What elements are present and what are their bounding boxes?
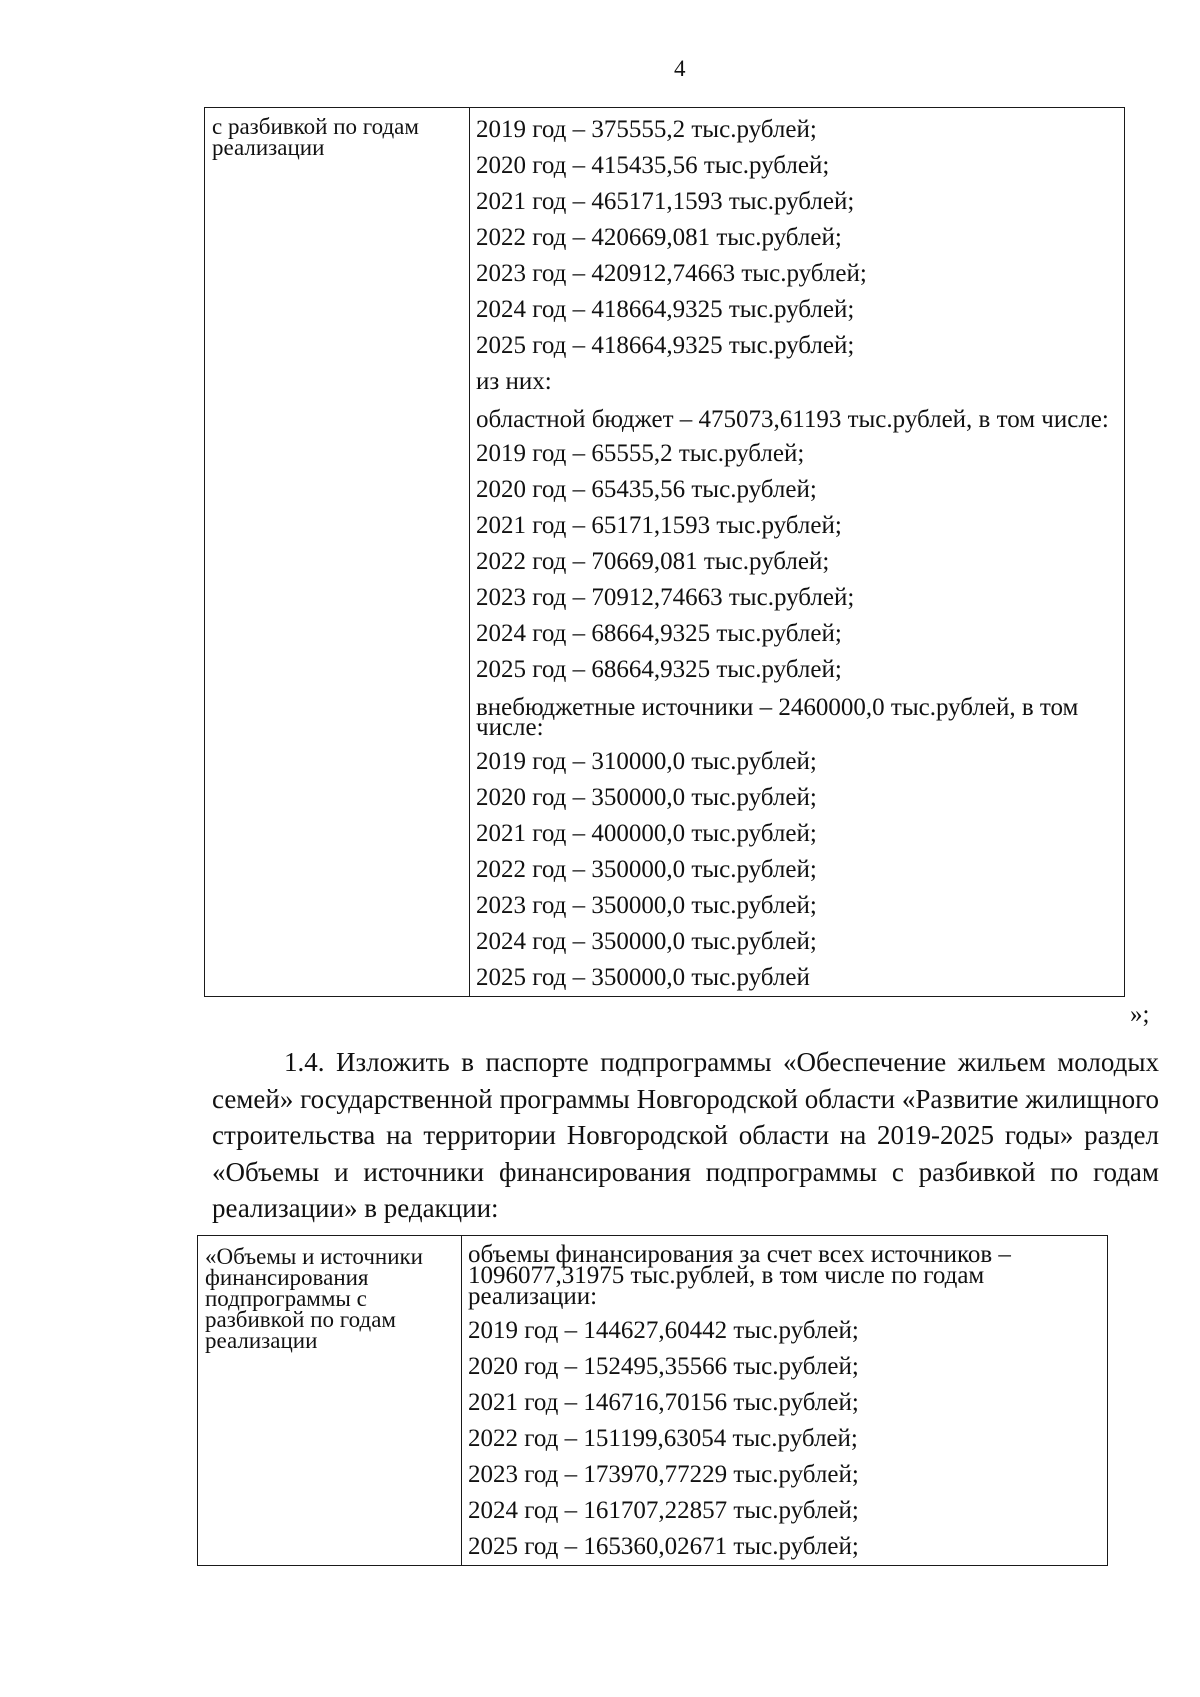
table1-row: 2022 год – 420669,081 тыс.рублей; — [476, 224, 842, 251]
table1-row: из них: — [476, 368, 552, 395]
table1-row: 2019 год – 65555,2 тыс.рублей; — [476, 440, 805, 467]
page-number: 4 — [674, 56, 686, 81]
table1-row: 2024 год – 350000,0 тыс.рублей; — [476, 928, 817, 955]
table1-row: 2024 год – 418664,9325 тыс.рублей; — [476, 296, 855, 323]
closing-quote: »; — [1130, 1001, 1150, 1028]
table1-row: 2024 год – 68664,9325 тыс.рублей; — [476, 620, 842, 647]
table2-row: 2023 год – 173970,77229 тыс.рублей; — [468, 1461, 859, 1488]
financing-table-1 — [204, 107, 1125, 997]
table2-row: 2022 год – 151199,63054 тыс.рублей; — [468, 1425, 858, 1452]
table1-row: 2022 год – 70669,081 тыс.рублей; — [476, 548, 830, 575]
table1-row: 2022 год – 350000,0 тыс.рублей; — [476, 856, 817, 883]
paragraph-number: 1.4. — [284, 1047, 325, 1077]
table2-total: объемы финансирования за счет всех источников – 1096077,31975 тыс.рублей, в том числе по годам реализации: — [468, 1241, 1011, 1310]
table1-row: 2025 год – 418664,9325 тыс.рублей; — [476, 332, 855, 359]
table1-row: 2019 год – 375555,2 тыс.рублей; — [476, 116, 817, 143]
table1-row: 2021 год – 465171,1593 тыс.рублей; — [476, 188, 855, 215]
table1-row: 2023 год – 350000,0 тыс.рублей; — [476, 892, 817, 919]
table1-regional-budget: областной бюджет – 475073,61193 тыс.рублей, в том числе: — [476, 406, 1109, 433]
table1-row: 2020 год – 415435,56 тыс.рублей; — [476, 152, 830, 179]
paragraph-1-4 — [212, 1044, 1159, 1227]
table2-row: 2021 год – 146716,70156 тыс.рублей; — [468, 1389, 859, 1416]
table1-extrabudget: внебюджетные источники – 2460000,0 тыс.рублей, в том числе: — [476, 694, 1079, 741]
table2-row: 2019 год – 144627,60442 тыс.рублей; — [468, 1317, 859, 1344]
table1-row: 2020 год – 65435,56 тыс.рублей; — [476, 476, 817, 503]
table2-row: 2024 год – 161707,22857 тыс.рублей; — [468, 1497, 859, 1524]
financing-table-2 — [197, 1235, 1108, 1566]
paragraph-text: Изложить в паспорте подпрограммы «Обеспечение жильем молодых семей» государственной программы Новгородской области «Развитие жилищного строительства на территории Новгородской области на 2019-2025 годы» раздел «Объемы и источники финансирования подпрограммы с разбивкой по годам реализации» в редакции: — [212, 1047, 1159, 1223]
table1-row: 2023 год – 70912,74663 тыс.рублей; — [476, 584, 855, 611]
table1-row: 2025 год – 68664,9325 тыс.рублей; — [476, 656, 842, 683]
table1-row: 2019 год – 310000,0 тыс.рублей; — [476, 748, 817, 775]
table1-row: 2020 год – 350000,0 тыс.рублей; — [476, 784, 817, 811]
table1-row: 2021 год – 400000,0 тыс.рублей; — [476, 820, 817, 847]
table1-row: 2023 год – 420912,74663 тыс.рублей; — [476, 260, 867, 287]
table1-row: 2021 год – 65171,1593 тыс.рублей; — [476, 512, 842, 539]
table1-row: 2025 год – 350000,0 тыс.рублей — [476, 964, 810, 991]
table2-row: 2025 год – 165360,02671 тыс.рублей; — [468, 1533, 859, 1560]
table1-left-label: с разбивкой по годам реализации — [205, 108, 470, 997]
table2-left-label: «Объемы и источники финансирования подпрограммы с разбивкой по годам реализации — [198, 1236, 462, 1566]
table2-row: 2020 год – 152495,35566 тыс.рублей; — [468, 1353, 859, 1380]
